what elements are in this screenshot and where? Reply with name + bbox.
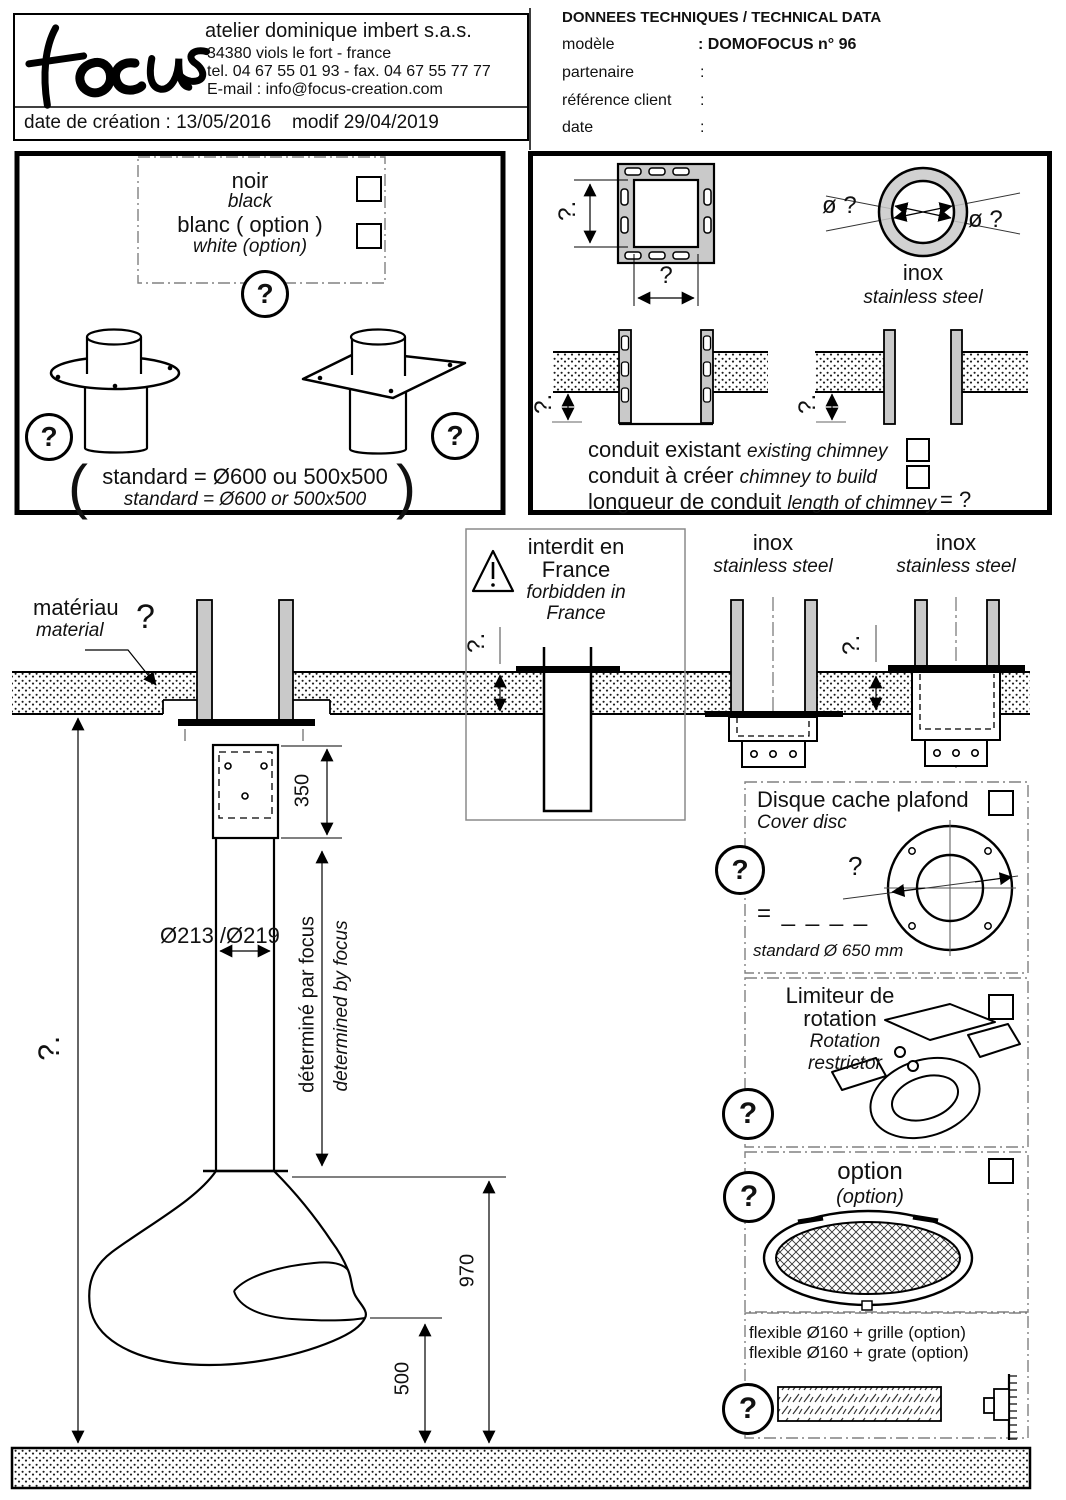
ceiling-thickness-dim-interdit: ?. (463, 632, 491, 653)
checkbox-limiteur[interactable] (988, 994, 1014, 1020)
color-noir-label: noir (231, 168, 269, 193)
chimney-to-build-section (815, 330, 1028, 424)
question-circle-option (723, 1171, 775, 1223)
focus-logo (28, 23, 209, 106)
interdit-en-1: forbidden in (526, 582, 626, 603)
limiteur-fr-2: rotation (803, 1006, 877, 1031)
question-circle-flexible (722, 1383, 774, 1435)
conduit-creer-fr: conduit à créer (588, 463, 734, 488)
conduit-longueur-fr: longueur de conduit (588, 489, 782, 514)
limiteur-en-1: Rotation (809, 1031, 881, 1052)
flexible-line-1: flexible Ø160 + grille (option) (749, 1323, 966, 1342)
materiau-fr: matériau (33, 595, 119, 620)
partner-value: : (700, 64, 705, 81)
question-glyph: ? (256, 278, 274, 309)
determined-by-focus-fr: déterminé par focus (296, 916, 319, 1093)
question-glyph: ? (739, 1180, 759, 1213)
flexible-line-2: flexible Ø160 + grate (option) (749, 1343, 969, 1362)
inox-col1-en: stainless steel (713, 556, 833, 577)
cover-disc-title-fr: Disque cache plafond (757, 787, 969, 812)
cover-disc-standard: standard Ø 650 mm (753, 941, 904, 960)
duct-height-dim: ?. (554, 200, 582, 221)
client-ref-value: : (700, 92, 705, 109)
question-circle-limiteur (722, 1088, 774, 1140)
checkbox-noir[interactable] (356, 176, 382, 202)
modified-date: modif 29/04/2019 (292, 112, 439, 133)
square-duct-top-view (618, 164, 714, 263)
company-address: 34380 viols le fort - france (207, 45, 392, 62)
conduit-longueur-line (588, 489, 936, 515)
pipe-diameter-dim: Ø213 /Ø219 (160, 923, 280, 948)
color-blanc-label: blanc ( option ) (177, 212, 323, 237)
client-ref-label: référence client (562, 92, 672, 109)
checkbox-conduit-existant[interactable] (906, 438, 930, 462)
body-height-dim: 970 (456, 1253, 479, 1288)
conduit-existant-line (588, 437, 887, 463)
materiau-en: material (36, 620, 104, 641)
inox-col1-fr: inox (752, 530, 794, 555)
ring-dia-right: ø ? (968, 206, 1003, 233)
interdit-en-2: France (546, 603, 606, 624)
materiau-question: ? (136, 598, 155, 636)
floor-section (12, 1448, 1030, 1488)
company-email: E-mail : info@focus-creation.com (207, 81, 443, 98)
question-glyph: ? (738, 1392, 758, 1425)
interdit-fr-2: France (541, 557, 611, 582)
question-glyph: ? (446, 420, 464, 451)
question-circle-square-flange (431, 412, 479, 460)
cover-disc-value: = _ _ _ _ (757, 900, 870, 927)
limiteur-en-2: restrictor (808, 1053, 882, 1074)
fireplace-body-drawing (89, 1171, 366, 1365)
question-circle-color (241, 270, 289, 318)
company-phone: tel. 04 67 55 01 93 - fax. 04 67 55 77 77 (207, 63, 491, 80)
standard-note-fr: standard = Ø600 ou 500x500 (102, 464, 388, 489)
checkbox-option-grate[interactable] (988, 1158, 1014, 1184)
checkbox-blanc[interactable] (356, 223, 382, 249)
date-label: date (562, 119, 594, 136)
existing-chimney-section (552, 330, 768, 424)
duct-width-dim: ? (659, 262, 673, 289)
question-glyph: ? (731, 854, 749, 885)
cover-disc-title-en: Cover disc (757, 812, 847, 833)
mouth-height-dim: 500 (391, 1361, 414, 1396)
flexible-duct-drawing (778, 1374, 1017, 1440)
date-value: : (700, 119, 705, 136)
cover-disc-dia-dim: ? (848, 851, 863, 881)
color-white-label: white (option) (192, 236, 308, 257)
conduit-creer-line (588, 463, 877, 489)
color-black-label: black (227, 191, 273, 212)
conduit-longueur-en: length of chimney (787, 493, 937, 514)
model-label: modèle (562, 36, 615, 53)
checkbox-cover-disc[interactable] (988, 790, 1014, 816)
technical-data-title: DONNEES TECHNIQUES / TECHNICAL DATA (562, 9, 882, 26)
creation-date: date de création : 13/05/2016 (24, 112, 272, 133)
total-height-dim: ?. (32, 1035, 66, 1061)
standard-note-en: standard = Ø600 or 500x500 (123, 489, 367, 510)
wall-thickness-dim-left: ?. (530, 393, 558, 414)
inox-top-label-en: stainless steel (863, 287, 983, 308)
question-circle-cover-disc (715, 845, 765, 895)
partner-label: partenaire (562, 64, 635, 81)
limiteur-fr-1: Limiteur de (785, 983, 895, 1008)
interdit-fr-1: interdit en (527, 534, 625, 559)
company-name: atelier dominique imbert s.a.s. (205, 20, 472, 42)
conduit-creer-en: chimney to build (739, 467, 877, 488)
wall-thickness-dim-right: ?. (794, 393, 822, 414)
option-label-fr: option (837, 1158, 903, 1185)
inox-col2-fr: inox (935, 530, 977, 555)
grate-drawing (764, 1211, 972, 1310)
cover-disc-drawing (843, 820, 1018, 956)
checkbox-conduit-creer[interactable] (906, 465, 930, 489)
conduit-existant-en: existing chimney (747, 441, 888, 462)
inox-top-label-fr: inox (902, 260, 944, 285)
ceiling-thickness-dim-inox: ?. (838, 634, 866, 655)
question-glyph: ? (738, 1097, 758, 1130)
collar-height-dim: 350 (291, 773, 314, 808)
paren-close: ) (396, 453, 416, 520)
model-value: : DOMOFOCUS n° 96 (698, 36, 857, 53)
option-label-en: (option) (836, 1186, 904, 1208)
inox-col2-en: stainless steel (896, 556, 1016, 577)
question-circle-round-flange (25, 413, 73, 461)
conduit-length-value: = ? (940, 487, 972, 512)
question-glyph: ? (40, 421, 58, 452)
paren-open: ( (68, 453, 88, 520)
conduit-existant-fr: conduit existant (588, 437, 741, 462)
determined-by-focus-en: determined by focus (331, 920, 353, 1092)
ring-dia-left: ø ? (822, 192, 857, 219)
